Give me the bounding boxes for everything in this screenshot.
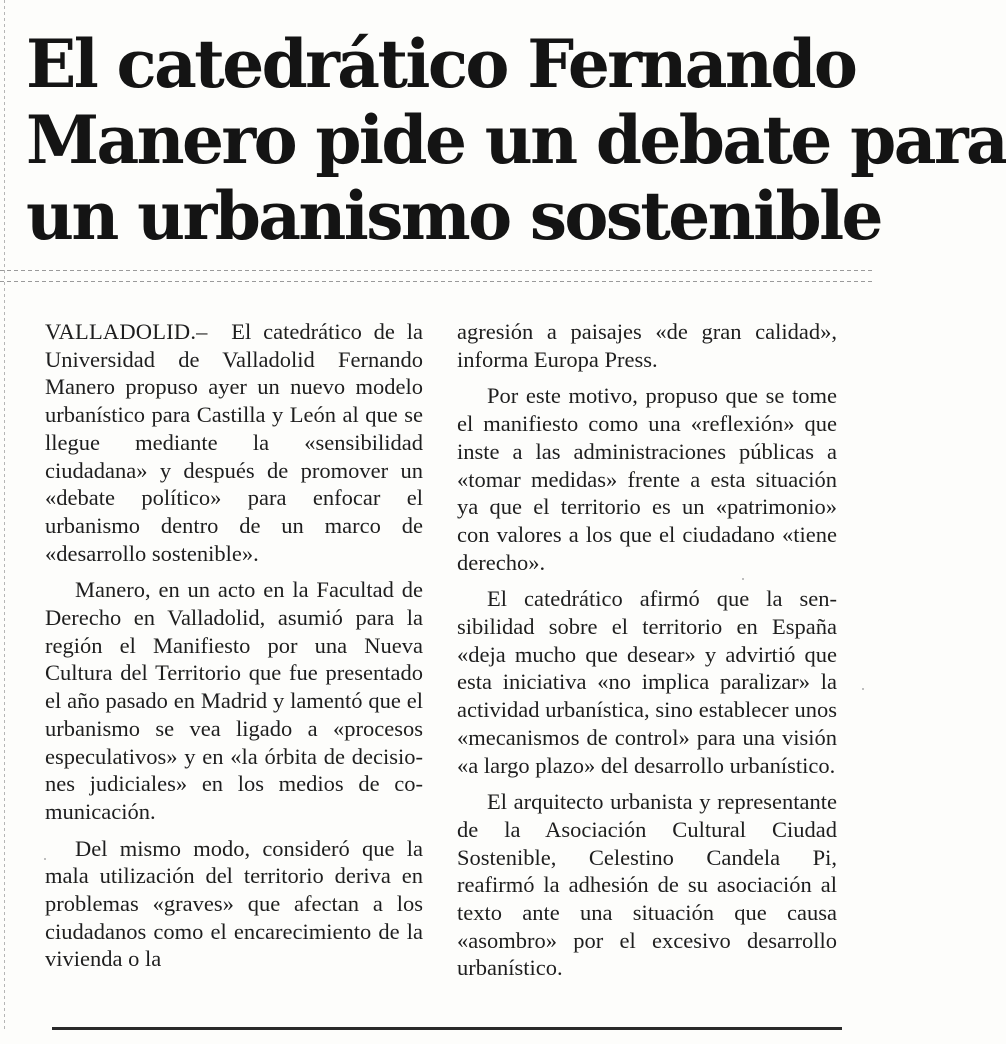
paragraph-3: Del mismo modo, consideró que la mala utilización del territorio deriva en problemas «graves» que afectan a los ciudadanos como el encarecimiento de la vivienda o la: [45, 835, 423, 972]
scan-speck: [44, 858, 46, 860]
paragraph-2: Manero, en un acto en la Facultad de Derecho en Valladolid, asumió para la región el Manifiesto por una Nueva Cultura del Territorio que fue presentado el año pasado en Madrid y lamentó que el urbanismo se vea ligado a «procesos especulativos» y en «la órbita de decisiones judiciales» en los medios de comunicación.: [45, 577, 423, 824]
scan-speck: [862, 688, 864, 690]
paragraph-1: [45, 318, 423, 567]
headline-divider-top: [0, 270, 873, 271]
article-column-left: [45, 318, 423, 973]
headline-line-3: un urbanismo sostenible: [26, 177, 881, 255]
paragraph-3-continued: agresión a paisajes «de gran calidad», informa Europa Press.: [457, 319, 837, 372]
headline-line-1: El catedrático Fernando: [26, 25, 856, 103]
paragraph-4: Por este motivo, propuso que se tome el manifiesto como una «reflexión» que inste a las administraciones públicas a «tomar medidas» frente a esta situación ya que el territorio es un «patrimonio» con valores a los que el ciudadano «tiene derecho».: [457, 383, 837, 575]
scan-speck: [742, 578, 744, 580]
headline-line-2: Manero pide un debate para: [26, 101, 1006, 179]
headline: [26, 25, 1006, 255]
clipping-edge-rule: [4, 0, 5, 1030]
paragraph-5: El catedrático afirmó que la sensibilidad sobre el territorio en España «deja mucho que desear» y advirtió que esta iniciativa «no implica paralizar» la actividad urbanística, sino establecer unos «mecanismos de control» para una visión «a largo plazo» del desarrollo urbanístico.: [457, 586, 837, 778]
paragraph-1-text: El catedrático de la Universidad de Valladolid Fernando Manero propuso ayer un nuevo modelo urbanístico para Castilla y León al que se llegue mediante la «sensibilidad ciudadana» y después de promover un «debate político» para enfocar el urbanismo dentro de un marco de «desarrollo sostenible».: [45, 319, 423, 566]
article-column-right: [457, 318, 837, 982]
dateline: VALLADOLID.–: [45, 319, 208, 344]
headline-divider-bottom: [0, 281, 873, 282]
footer-rule: [52, 1027, 842, 1030]
paragraph-6: El arquitecto urbanista y representante de la Asociación Cultural Ciudad Sostenible, Celestino Candela Pi, reafirmó la adhesión de su asociación al texto ante una situación que causa «asombro» por el excesivo desarrollo urbanístico.: [457, 789, 837, 981]
